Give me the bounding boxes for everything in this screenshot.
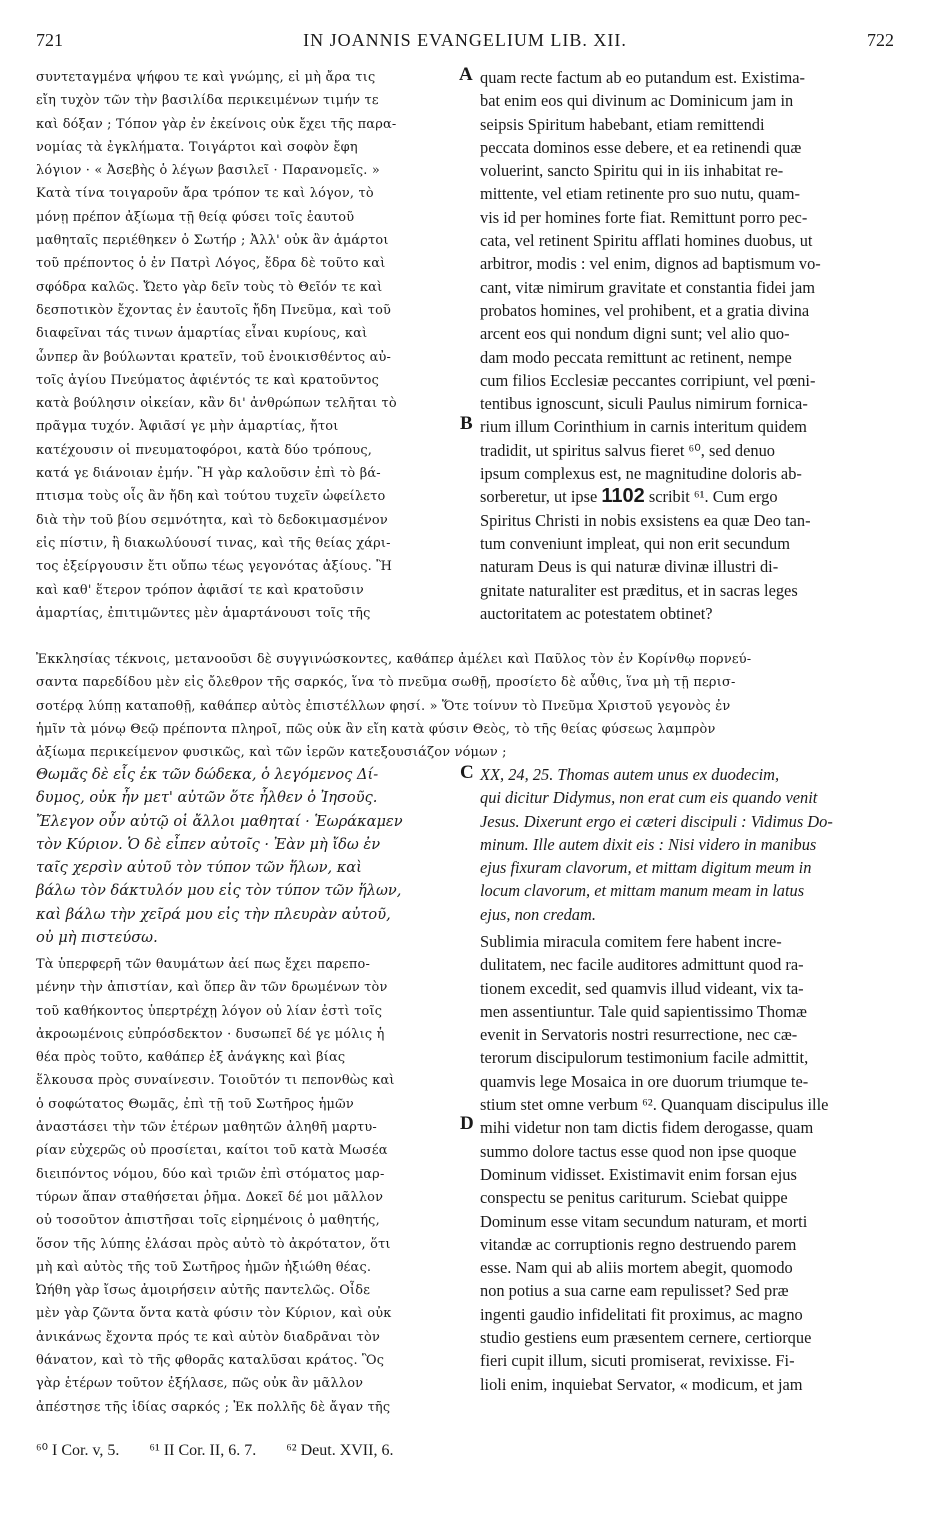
text-line: ὅσον τῆς λύπης ἐλάσαι πρὸς αὐτὸ τὸ ἀκρότατον, ὅτι [36, 1236, 391, 1252]
greek-full-width-passage [36, 648, 894, 764]
text-line: οὐ μὴ πιστεύσω. [36, 929, 158, 947]
text-line: non potius a sua carne eam repulisset? Sed præ [480, 1281, 789, 1301]
text-line: εἴη τυχὸν τῶν τὴν βασιλίδα περικειμένων τιμήν τε [36, 93, 379, 109]
text-line: τοῦ πρέποντος ὁ ἐν Πατρὶ Λόγος, ἔδρα δὲ τοῦτο καὶ [36, 256, 386, 272]
text-line: voluerint, sancto Spiritu qui in iis inhabitat re- [480, 161, 784, 181]
text-line: Τὰ ὑπερφερῆ τῶν θαυμάτων ἀεί πως ἔχει παρεπο- [36, 957, 371, 972]
text-line: μόνῃ πρέπον ἀξίωμα τῇ θείᾳ φύσει τοῖς ἑαυτοῦ [36, 209, 355, 225]
text-line: arcent eos qui nondum digni sunt; vel alio quo- [480, 324, 790, 344]
margin-mark-d: D [460, 1113, 474, 1134]
text-line: esse. Nam qui ab aliis mortem abegit, quomodo [480, 1258, 793, 1278]
text-line: ὁ σοφώτατος Θωμᾶς, ἐπὶ τῇ τοῦ Σωτῆρος ἡμῶν [36, 1096, 354, 1112]
text-line: ρίαν εὐχερῶς οὐ προσίεται, καίτοι τοῦ κατὰ Μωσέα [36, 1143, 388, 1159]
text-line: mittente, vel etiam retinente pro suo nutu, quam- [480, 184, 800, 204]
text-line: γὰρ ἑτέρων τοῦτον ἐξήλασε, πῶς οὐκ ἂν μᾶλλον [36, 1376, 364, 1392]
text-line: κατά γε διάνοιαν ἐμήν. Ἢ γὰρ καλοῦσιν ἐπὶ τὸ βά- [36, 466, 381, 482]
text-line: Ἔλεγον οὖν αὐτῷ οἱ ἄλλοι μαθηταί · Ἑωράκαμεν [36, 812, 403, 830]
text-line: μένην τὴν ἀπιστίαν, καὶ ὅπερ ἂν τῶν δρωμένων τὸν [36, 980, 388, 996]
text-line: καὶ βάλω τὴν χεῖρά μου εἰς τὴν πλευρὰν αὐτοῦ, [36, 905, 391, 923]
text-line: δεσποτικὸν ἔχοντας ἐν ἑαυτοῖς ἤδη Πνεῦμα, καὶ τοῦ [36, 302, 392, 318]
text-line: ἀναστάσει τὴν τῶν ἑτέρων μαθητῶν ἀληθῆ μαρτυ- [36, 1120, 377, 1136]
text-line: bat enim eos qui divinum ac Dominicum jam in [480, 91, 794, 111]
text-line: cant, vitæ nimirum gravitate et constantia fidei jam [480, 277, 815, 297]
text-line: τοῖς ἁγίου Πνεύματος ἀφιέντός τε καὶ κρατοῦντος [36, 372, 380, 388]
text-line: διαφεῖναι τάς τινων ἁμαρτίας εἶναι κυρίους, καὶ [36, 326, 368, 342]
footnotes [36, 1440, 894, 1464]
text-line: Dominum esse vitam secundum naturam, et morti [480, 1211, 808, 1231]
latin-a-after [480, 509, 894, 625]
text-line: καὶ δόξαν ; Τόπον γὰρ ἐν ἐκείνοις οὐκ ἔχει τῆς παρα- [36, 116, 397, 132]
latin-a-column-number-line: sorberetur, ut ipse 1102 scribit ⁶¹. Cum ergo [480, 485, 778, 508]
text-line: mihi videtur non tam dictis fidem derogasse, quam [480, 1118, 814, 1138]
text-line: ἡμῖν τὰ μόνῳ Θεῷ πρέποντα πληροῖ, πῶς οὐκ ἂν εἴη κατὰ φύσιν Θεὸς, τὸ τῆς θείας φύσεως λαμπρὸν [36, 721, 716, 737]
text-line: σοτέρᾳ λύπῃ καταποθῇ, καθάπερ αὐτὸς ἐπιστέλλων φησί. » Ὅτε τοίνυν τὸ Πνεῦμα Χριστοῦ γεγονὸς ἐν [36, 698, 731, 714]
text-line: conspectu se penitus cariturum. Sciebat quippe [480, 1188, 788, 1208]
text-line: fieri cupit illum, sicuti promiserat, revixisse. Fi- [480, 1351, 795, 1371]
text-line: ἀπέστησε τῆς ἰδίας σαρκός ; Ἐκ πολλῆς δὲ ἄγαν τῆς [36, 1399, 391, 1415]
text-line: τος ἐξείργουσιν ἔτι οὔπω τέως γεγονότας ἀξίους. Ἢ [36, 559, 393, 575]
text-line: καὶ καθ' ἕτερον τρόπον ἀφιᾶσί τε καὶ κρατοῦσιν [36, 582, 364, 598]
footnote: ⁶² Deut. XVII, 6. [286, 1442, 394, 1459]
page-number-left: 721 [36, 30, 63, 50]
margin-mark-a: A [459, 64, 473, 85]
text-line: ejus fixuram clavorum, et mittam digitum meum in [480, 858, 812, 878]
text-line: ejus, non credam. [480, 904, 596, 924]
text-line: τὸν Κύριον. Ὁ δὲ εἶπεν αὐτοῖς · Ἐὰν μὴ ἴδω ἐν [36, 835, 381, 853]
text-line: δυμος, οὐκ ἦν μετ' αὐτῶν ὅτε ἦλθεν ὁ Ἰησοῦς. [36, 789, 378, 807]
running-header [36, 30, 894, 58]
greek-scripture-passage [36, 763, 456, 949]
text-line: peccata dominos esse debere, et ea retinendi quæ [480, 137, 802, 157]
text-line: μαθηταῖς περιέθηκεν ὁ Σωτήρ ; Ἀλλ' οὐκ ἂν ἁμάρτοι [36, 233, 389, 249]
text-line: πρᾶγμα τυχόν. Ἀφιᾶσί γε μὴν ἁμαρτίας, ἤτοι [36, 419, 339, 435]
text-line: εἰς πίστιν, ἢ διακωλύουσί τινας, καὶ τῆς θείας χάρι- [36, 535, 391, 551]
text-line: lioli enim, inquiebat Servator, « modicum, et jam [480, 1374, 803, 1394]
text-line: σφόδρα καλῶς. Ὤετο γὰρ δεῖν τοὺς τὸ Θεῖόν τε καὶ [36, 279, 383, 295]
text-line: ἕλκουσα πρὸς συναίνεσιν. Τοιοῦτόν τι πεπονθὼς καὶ [36, 1073, 395, 1089]
running-title: IN JOANNIS EVANGELIUM LIB. XII. [303, 30, 627, 50]
footnote: ⁶⁰ I Cor. v, 5. [36, 1442, 120, 1459]
text-line: dulitatem, nec facile auditores admittunt quod ra- [480, 955, 804, 975]
text-line: διὰ τὴν τοῦ βίου σεμνότητα, καὶ τὸ δεδοκιμασμένον [36, 512, 388, 528]
latin-a-before [480, 66, 894, 485]
text-line: Θωμᾶς δὲ εἷς ἐκ τῶν δώδεκα, ὁ λεγόμενος Δί- [36, 766, 379, 783]
text-line: summo dolore tactus esse quod non ipse quoque [480, 1141, 797, 1161]
text-line: Dominum vidisset. Existimavit enim forsan ejus [480, 1164, 797, 1184]
text-line: ἀξίωμα περικείμενον φυσικῶς, καὶ τῶν ἱερῶν κατεξουσιάζον νόμων ; [36, 745, 507, 761]
text-line: ἀκροωμένοις εὐπρόσδεκτον · δυσωπεῖ δέ γε μόλις ἡ [36, 1026, 385, 1042]
text-line: cata, vel retinent Spiritu afflati homines duobus, ut [480, 231, 813, 251]
text-line: evenit in Servatoris nostri resurrectione, nec cæ- [480, 1025, 798, 1045]
text-line: Ὠήθη γὰρ ἴσως ἀμοιρήσειν αὐτῆς παντελῶς. Οἶδε [36, 1283, 371, 1299]
text-line: probatos homines, vel prohibent, et a gratia divina [480, 300, 810, 320]
text-line: vitandæ ac corruptionis regno destruendo parem [480, 1234, 797, 1254]
text-line: θέα πρὸς τοῦτο, καθάπερ ἐξ ἀνάγκης καὶ βίας [36, 1050, 346, 1066]
text-line: ταῖς χερσὶν αὐτοῦ τὸν τύπον τῶν ἥλων, καὶ [36, 859, 362, 877]
text-line: arbitror, modis : vel enim, dignos ad baptismum vo- [480, 254, 821, 274]
text-line: οὐ τοσοῦτον ἀπιστῆσαι τοῖς εἰρημένοις ὁ μαθητής, [36, 1213, 380, 1229]
text-line: cum filios Ecclesiæ peccantes corripiunt, vel pœni- [480, 370, 816, 390]
text-line: quamvis lege Mosaica in ore duorum triumque te- [480, 1071, 809, 1091]
text-line: tionem excedit, sed quamvis illud videant, vix ta- [480, 978, 804, 998]
text-line: qui dicitur Didymus, non erat cum eis quando venit [480, 788, 818, 808]
text-line: βάλω τὸν δάκτυλόν μου εἰς τὸν τύπον τῶν ἥλων, [36, 882, 402, 900]
text-line: locum clavorum, et mittam manum meam in latus [480, 881, 805, 901]
text-line: Spiritus Christi in nobis exsistens ea quæ Deo tan- [480, 510, 811, 530]
greek-column-a [36, 66, 456, 625]
text-line: men assentiuntur. Tale quid sapientissimo Thomæ [480, 1001, 807, 1021]
text-line: Jesus. Dixerunt ergo ei cæteri discipuli : Vidimus Do- [480, 811, 833, 831]
text-line: διειπόντος νόμου, δύο καὶ τριῶν ἐπὶ στόματος μαρ- [36, 1166, 385, 1182]
margin-mark-b: B [460, 413, 473, 434]
text-line: μὲν γὰρ ζῶντα ὄντα κατὰ φύσιν τὸν Κύριον, καὶ οὐκ [36, 1306, 392, 1322]
text-line: νομίας τὰ ἐγκλήματα. Τοιγάρτοι καὶ σοφὸν ἔφη [36, 139, 358, 155]
text-line: θάνατον, καὶ τὸ τῆς φθορᾶς καταλῦσαι κράτος. Ὃς [36, 1353, 385, 1369]
text-line: gnitate naturaliter est præditus, et in sacras leges [480, 580, 798, 600]
greek-column-c [36, 953, 456, 1419]
text-line: Sublimia miracula comitem fere habent incre- [480, 932, 782, 951]
text-line: Κατὰ τίνα τοιγαροῦν ἄρα τρόπον τε καὶ λόγον, τὸ [36, 186, 374, 202]
latin-column-c [480, 930, 894, 1396]
text-line: Ἐκκλησίας τέκνοις, μετανοοῦσι δὲ συγγινώσκοντες, καθάπερ ἀμέλει καὶ Παῦλος τὸν ἐν Κορίνθῳ πορνεύ- [36, 652, 752, 667]
text-line: τοῦ καθήκοντος ὑπερτρέχῃ λόγον οὐ λίαν ἐστὶ τοῖς [36, 1003, 383, 1019]
text-line: tum conveniunt impleat, qui non erit secundum [480, 533, 790, 553]
footnote: ⁶¹ II Cor. II, 6. 7. [149, 1442, 257, 1459]
latin-column-a [480, 66, 894, 625]
margin-mark-c: C [460, 762, 474, 783]
text-line: ingenti gaudio infidelitati fit proximus, ac magno [480, 1304, 803, 1324]
column-number: 1102 [601, 485, 645, 508]
text-line: studio gestiens eum præsentem cernere, certiorque [480, 1328, 812, 1348]
latin-scripture-passage [480, 763, 894, 926]
text-line: terorum discipulorum testimonium facile admittit, [480, 1048, 809, 1068]
text-line: ἁμαρτίας, ἐπιτιμῶντες μὲν ἁμαρτάνουσι τοῖς τῆς [36, 605, 371, 621]
text-line: ὧνπερ ἂν βούλωνται κρατεῖν, τοῦ ἐνοικισθέντος αὐ- [36, 349, 392, 365]
text-line: dam modo peccata remittunt ac retinent, nempe [480, 347, 792, 367]
text-line: κατὰ βούλησιν οἰκείαν, κἂν δι' ἀνθρώπων τελῆται τὸ [36, 396, 397, 412]
text-line: naturam Deus is qui naturæ divinæ illustri di- [480, 557, 779, 577]
text-line: μὴ καὶ αὐτὸς τῆς τοῦ Σωτῆρος ἡμῶν ἠξιώθη θέας. [36, 1259, 372, 1275]
text-line: auctoritatem ac potestatem obtinet? [480, 603, 713, 623]
text-line: συντεταγμένα ψήφου τε καὶ γνώμης, εἰ μὴ ἄρα τις [36, 70, 376, 85]
text-line: λόγιον · « Ἀσεβὴς ὁ λέγων βασιλεῖ · Παρανομεῖς. » [36, 163, 380, 179]
text-line: stium stet omne verbum ⁶². Quanquam discipulus ille [480, 1095, 829, 1115]
text-line: tradidit, ut spiritus salvus fieret ⁶⁰, sed denuo [480, 440, 775, 460]
text-line: πτισμα τοὺς οἷς ἂν ἤδη καὶ τούτου τυχεῖν ὠφείλετο [36, 489, 386, 505]
text-line: minum. Ille autem dixit eis : Nisi videro in manibus [480, 834, 817, 854]
text-line: quam recte factum ab eo putandum est. Existima- [480, 68, 805, 87]
text-line: rium illum Corinthium in carnis interitum quidem [480, 417, 807, 437]
text-line: vis id per homines forte fiat. Remittunt porro pec- [480, 207, 808, 227]
page-number-right: 722 [867, 30, 894, 50]
text-line: ἀνικάνως ἔχοντα πρός τε καὶ αὐτὸν διαδρᾶναι τὸν [36, 1329, 380, 1345]
text-line: seipsis Spiritum habebant, etiam remittendi [480, 114, 765, 134]
text-line: σαντα παρεδίδου μὲν εἰς ὄλεθρον τῆς σαρκός, ἵνα τὸ πνεῦμα σωθῇ, προσίετο δὲ αὖθις, ἵνα μὴ τῇ περισ- [36, 675, 736, 691]
text-line: κατέχουσιν οἱ πνευματοφόροι, κατὰ δύο τρόπους, [36, 442, 373, 458]
text-line: tentibus ignoscunt, siculi Paulus nimirum fornica- [480, 394, 808, 414]
text-line: ipsum complexus est, ne magnitudine doloris ab- [480, 464, 802, 484]
text-line: XX, 24, 25. Thomas autem unus ex duodecim, [480, 765, 780, 784]
text-line: τύρων ἅπαν σταθήσεται ῥῆμα. Δοκεῖ δέ μοι μᾶλλον [36, 1189, 384, 1205]
